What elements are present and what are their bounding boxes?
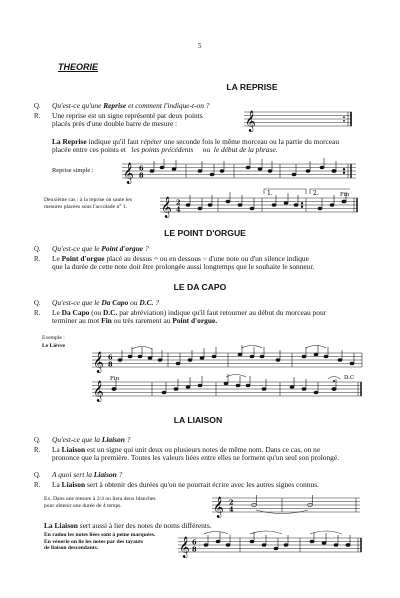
example-name: Le Lièvre bbox=[42, 343, 66, 349]
treble-clef-icon: 𝄞 bbox=[245, 111, 256, 132]
liaison-question: Qu'est-ce que la Liaison ? bbox=[52, 435, 131, 444]
reprise-simple-staff bbox=[122, 158, 358, 184]
r-label: R. bbox=[34, 113, 41, 120]
svg-text:Fin: Fin bbox=[340, 192, 350, 198]
q-label: Q. bbox=[34, 103, 41, 110]
lievre-staff-1 bbox=[92, 345, 364, 373]
section-title-da-capo: LE DA CAPO bbox=[173, 282, 227, 292]
svg-text:8: 8 bbox=[192, 545, 197, 554]
svg-text:8: 8 bbox=[108, 360, 113, 369]
section-title-point-orgue: LE POINT D'ORGUE bbox=[164, 228, 246, 238]
r-label: R. bbox=[34, 447, 41, 454]
lievre-staff-2 bbox=[92, 374, 364, 402]
example-label: Exemple : bbox=[42, 335, 65, 341]
r-label: R. bbox=[34, 310, 41, 317]
svg-text:2: 2 bbox=[176, 198, 181, 207]
svg-text:6: 6 bbox=[192, 538, 197, 547]
svg-text:6: 6 bbox=[139, 164, 144, 173]
reprise-answer: Une reprise est un signe représenté par deux points placés près d'une double barre de mesure : bbox=[52, 111, 203, 129]
q-label: Q. bbox=[34, 437, 41, 444]
point-orgue-answer: Le Point d'orgue placé au dessus 𝄐 ou en dessous 𝄑 d'une note ou d'un silence indique que la durée de cette note doit être prolongée aussi longtemps que le souhaite le sonneur. bbox=[52, 254, 315, 272]
q-label: Q. bbox=[34, 472, 41, 479]
liaison-paragraph-3: La Liaison sert aussi à lier des notes de noms différents. bbox=[44, 521, 212, 530]
treble-clef-icon: 𝄞 bbox=[161, 197, 172, 218]
svg-text:2.: 2. bbox=[313, 190, 319, 197]
liaison-question-2: A quoi sert la Liaison ? bbox=[52, 470, 123, 479]
r-label: R. bbox=[34, 256, 41, 263]
treble-clef-icon: 𝄞 bbox=[93, 381, 104, 402]
page-number: 5 bbox=[198, 42, 202, 50]
treble-clef-icon: 𝄞 bbox=[213, 497, 224, 518]
svg-text:D.C: D.C bbox=[344, 375, 355, 381]
r-label: R. bbox=[34, 482, 41, 489]
liaison-example-text: Ex. Dans une mesure à 2/4 on liera deux blanches pour obtenir une durée de 4 temps. bbox=[44, 496, 156, 509]
liaison-radou-text: En radou les notes liées sont à peine marquées. En vénerie on lie les notes par des tayauts de liaison descendants. bbox=[44, 532, 156, 552]
svg-text:Fin: Fin bbox=[110, 376, 120, 382]
svg-text:4: 4 bbox=[229, 505, 234, 514]
treble-clef-icon: 𝄞 bbox=[123, 163, 134, 184]
slurred-notes-staff bbox=[178, 530, 364, 558]
svg-text:4: 4 bbox=[176, 205, 181, 214]
da-capo-question: Qu'est-ce que le Da Capo ou D.C. ? bbox=[52, 298, 159, 307]
deuxieme-cas-text: Deuxième cas : à la reprise on saute les mesures placées sous l'accolade n° 1. bbox=[44, 197, 132, 210]
liaison-answer-2: La Liaison sert à obtenir des durées qu'on ne pourrait écrire avec les autres signes connus. bbox=[52, 480, 319, 489]
point-orgue-question: Qu'est-ce que le Point d'orgue ? bbox=[52, 244, 149, 253]
svg-text:2: 2 bbox=[229, 498, 234, 507]
q-label: Q. bbox=[34, 300, 41, 307]
treble-clef-icon: 𝄞 bbox=[93, 352, 104, 373]
fermata-below-icon: 𝄑 bbox=[202, 254, 207, 263]
q-label: Q. bbox=[34, 246, 41, 253]
svg-text:8: 8 bbox=[139, 171, 144, 180]
reprise-sign-staff bbox=[244, 108, 354, 130]
svg-text:1.: 1. bbox=[267, 190, 273, 197]
page-heading: THEORIE bbox=[58, 62, 99, 72]
volta-staff bbox=[160, 186, 360, 220]
tied-half-notes-staff bbox=[212, 492, 362, 518]
svg-text:6: 6 bbox=[108, 353, 113, 362]
treble-clef-icon: 𝄞 bbox=[179, 537, 190, 558]
liaison-answer: La Liaison est un signe qui unit deux ou plusieurs notes de même nom. Dans ce cas, on ne prononce que la première. Toutes les valeurs liées entre elles ne forment qu'un seul son prolongé. bbox=[52, 445, 339, 463]
section-title-reprise: LA REPRISE bbox=[226, 82, 278, 92]
reprise-paragraph: La Reprise indique qu'il faut répéter une seconde fois le même morceau ou la partie du morceau placée entre ces points et les points précédents ou le début de la phrase. bbox=[52, 137, 340, 155]
da-capo-answer: Le Da Capo (ou D.C. par abréviation) indique qu'il faut retourner au début du morceau pour terminer au mot Fin ou très rarement au Point d'orgue. bbox=[52, 308, 327, 326]
reprise-question: Qu'est-ce qu'une Reprise et comment l'indique-t-on ? bbox=[52, 101, 210, 110]
reprise-simple-label: Reprise simple : bbox=[52, 167, 94, 174]
fermata-icon: 𝄐 bbox=[153, 254, 158, 263]
section-title-liaison: LA LIAISON bbox=[173, 415, 223, 425]
